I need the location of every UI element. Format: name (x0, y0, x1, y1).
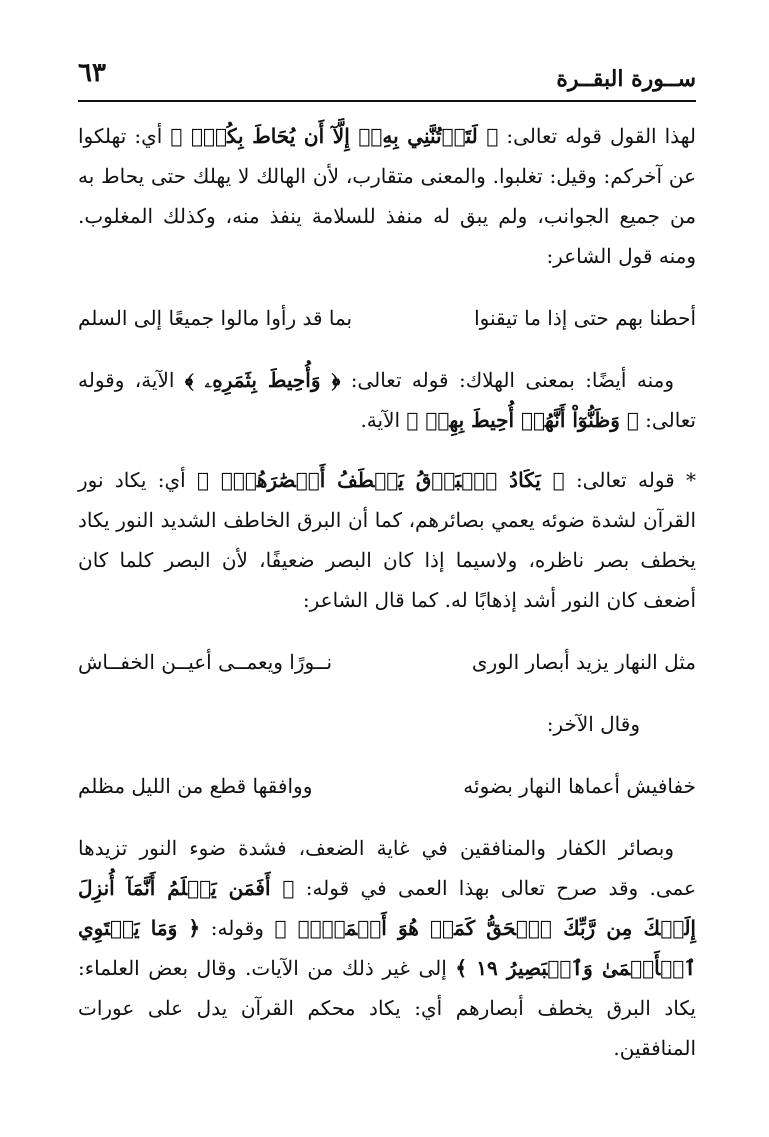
poetry-verse-1-second-hemistich: بما قد رأوا مالوا جميعًا إلى السلم (78, 306, 353, 330)
quran-verse-6: ﴿ وَمَا يَسۡتَوِي ٱلۡأَعۡمَىٰ وَٱلۡبَصِيرُ ١٩ ﴾ (78, 916, 696, 980)
quran-verse-2: ﴿ وَأُحِيطَ بِثَمَرِهِۦ ﴾ (184, 368, 341, 392)
paragraph-3-text-before: * قوله تعالى: (564, 468, 696, 492)
running-title: ســورة البقــرة (556, 66, 696, 92)
paragraph-2-text-3: الآية. (360, 408, 407, 432)
poetry-verse-2-second-hemistich: نــورًا ويعمــى أعيــن الخفــاش (78, 650, 333, 674)
paragraph-4-text-3: إلى غير ذلك من الآيات. وقال بعض العلماء: يكاد البرق يخطف أبصارهم أي: يكاد محكم القرآن يدل على عورات المنافقين. (78, 956, 696, 1060)
paragraph-4-text-2: وقوله: (200, 916, 275, 940)
poet-intro-line: وقال الآخر: (546, 712, 640, 736)
poetry-verse-2 (78, 642, 696, 682)
quran-verse-3: ﴿ وَظَنُّوٓاْ أَنَّهُمۡ أُحِيطَ بِهِمۡ ﴾ (406, 408, 639, 432)
paragraph-2-text-1: ومنه أيضًا: بمعنى الهلاك: قوله تعالى: (340, 368, 674, 392)
paragraph-1-text-after: أي: تهلكوا عن آخركم: وقيل: تغلبوا. والمعنى متقارب، لأن الهالك لا يهلك حتى يحاط به من جميع الجوانب، ولم يبق له منفذ للسلامة ينفذ منه، وكذلك المغلوب. ومنه قول الشاعر: (78, 124, 696, 268)
poetry-verse-3 (78, 766, 696, 806)
poetry-verse-2-first-hemistich: مثل النهار يزيد أبصار الورى (471, 650, 696, 674)
paragraph-4 (78, 828, 696, 1068)
paragraph-1-text-before: لهذا القول قوله تعالى: (498, 124, 696, 148)
poetry-verse-3-first-hemistich: خفافيش أعماها النهار بضوئه (463, 774, 696, 798)
page-header (78, 58, 696, 102)
quran-verse-4: ﴿ يَكَادُ ٱلۡبَرۡقُ يَخۡطَفُ أَبۡصَٰرَهُمۡۖ ﴾ (196, 468, 565, 492)
paragraph-4-text-1: وبصائر الكفار والمنافقين في غاية الضعف، فشدة ضوء النور تزيدها عمى. وقد صرح تعالى بهذا العمى في قوله: (78, 836, 696, 900)
page-number: ٦٣ (78, 58, 106, 88)
header-rule (78, 100, 696, 102)
paragraph-1 (78, 116, 696, 276)
paragraph-2-text-2: الآية، وقوله تعالى: (78, 368, 696, 432)
paragraph-2 (78, 360, 696, 440)
poetry-verse-1 (78, 298, 696, 338)
quran-verse-5: ﴿ أَفَمَن يَعۡلَمُ أَنَّمَآ أُنزِلَ إِلَيۡكَ مِن رَّبِّكَ ٱلۡحَقُّ كَمَنۡ هُوَ أَعۡمَىٰٓۚ ﴾ (78, 876, 696, 940)
page-content (78, 116, 696, 1068)
paragraph-3-text-after: أي: يكاد نور القرآن لشدة ضوئه يعمي بصائرهم، كما أن البرق الخاطف الشديد النور يكاد يخطف بصر ناظره، ولاسيما إذا كان البصر ضعيفًا، لأن البصر كلما كان أضعف كان النور أشد إذهابًا له. كما قال الشاعر: (78, 468, 696, 612)
poetry-verse-1-first-hemistich: أحطنا بهم حتى إذا ما تيقنوا (474, 306, 696, 330)
paragraph-3 (78, 460, 696, 620)
quran-verse-1: ﴿ لَتَأۡتُنَّنِي بِهِۦٓ إِلَّآ أَن يُحَاطَ بِكُمۡۖ ﴾ (170, 124, 499, 148)
poetry-verse-3-second-hemistich: ووافقها قطع من الليل مظلم (78, 774, 313, 798)
